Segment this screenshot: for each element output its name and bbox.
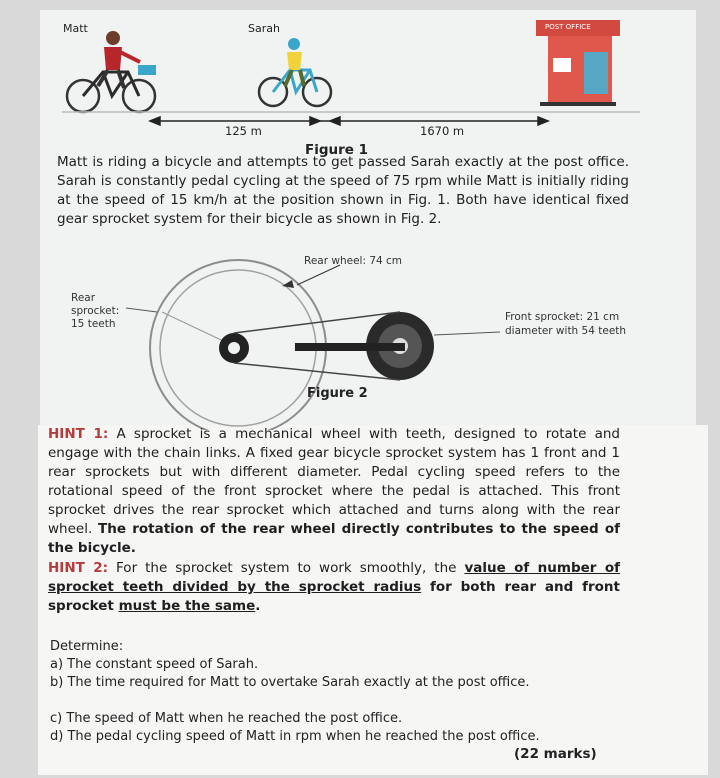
hint2-title: HINT 2: [48, 560, 109, 576]
figure1-illustration [0, 0, 720, 150]
intro-paragraph: Matt is riding a bicycle and attempts to get passed Sarah exactly at the post office. Sarah is constantly pedal cycling at the speed of 75 rpm while Matt is initially riding at the speed of 15 km/h at the position shown in Fig. 1. Both have identical fixed gear sprocket system for their bicycle as shown in Fig. 2. [57, 154, 629, 227]
hint2-text-a: For the sprocket system to work smoothly, the [108, 560, 465, 576]
figure1-caption: Figure 1 [305, 142, 369, 158]
hint1-paragraph [48, 425, 620, 558]
rear-sprocket-icon [219, 333, 249, 363]
marks-label: (22 marks) [514, 746, 597, 762]
front-sprocket-label-2: diameter with 54 teeth [505, 325, 627, 337]
sarah-bicycle-icon [259, 38, 331, 106]
hint2-text-c: . [255, 598, 261, 614]
hint2-paragraph [48, 559, 620, 616]
question-d: d) The pedal cycling speed of Matt in rpm when he reached the post office. [50, 729, 540, 744]
rear-sprocket-label-3: 15 teeth [71, 318, 116, 330]
hint2-underlined-a: value of number of sprocket teeth divided by the sprocket radius [48, 560, 620, 595]
distance-1670: 1670 m [420, 124, 465, 138]
matt-label: Matt [63, 22, 88, 35]
rear-wheel-label: Rear wheel: 74 cm [304, 255, 403, 267]
question-b: b) The time required for Matt to overtake Sarah exactly at the post office. [50, 675, 530, 690]
hint1-title: HINT 1: [48, 426, 109, 442]
hint2-text-b: for both rear and front sprocket [48, 579, 620, 614]
post-office-sign: POST OFFICE [545, 23, 591, 31]
figure2-illustration [0, 250, 720, 430]
question-a: a) The constant speed of Sarah. [50, 657, 259, 672]
sarah-label: Sarah [248, 22, 280, 35]
determine-heading: Determine: [50, 639, 124, 654]
matt-bicycle-icon [67, 31, 156, 112]
front-sprocket-label-1: Front sprocket: 21 cm [505, 311, 620, 323]
rear-sprocket-label-1: Rear [71, 292, 96, 304]
rear-sprocket-label-2: sprocket: [71, 305, 120, 317]
question-c: c) The speed of Matt when he reached the post office. [50, 711, 403, 726]
hint1-text: A sprocket is a mechanical wheel with teeth, designed to rotate and engage with the chain links. A fixed gear bicycle sprocket system has 1 front and 1 rear sprockets but with different diameter. Pedal cycling speed refers to the rotational speed of the front sprocket where the pedal is attached. This front sprocket drives the rear sprocket which attached and turns along with the rear wheel. [48, 426, 620, 537]
distance-arrows [150, 117, 548, 125]
post-office-icon [536, 20, 620, 106]
figure2-caption: Figure 2 [307, 386, 368, 401]
hint1-bold-text: The rotation of the rear wheel directly contributes to the speed of the bicycle. [48, 521, 620, 556]
hint2-underlined-b: must be the same [118, 598, 256, 614]
distance-125: 125 m [225, 124, 262, 138]
